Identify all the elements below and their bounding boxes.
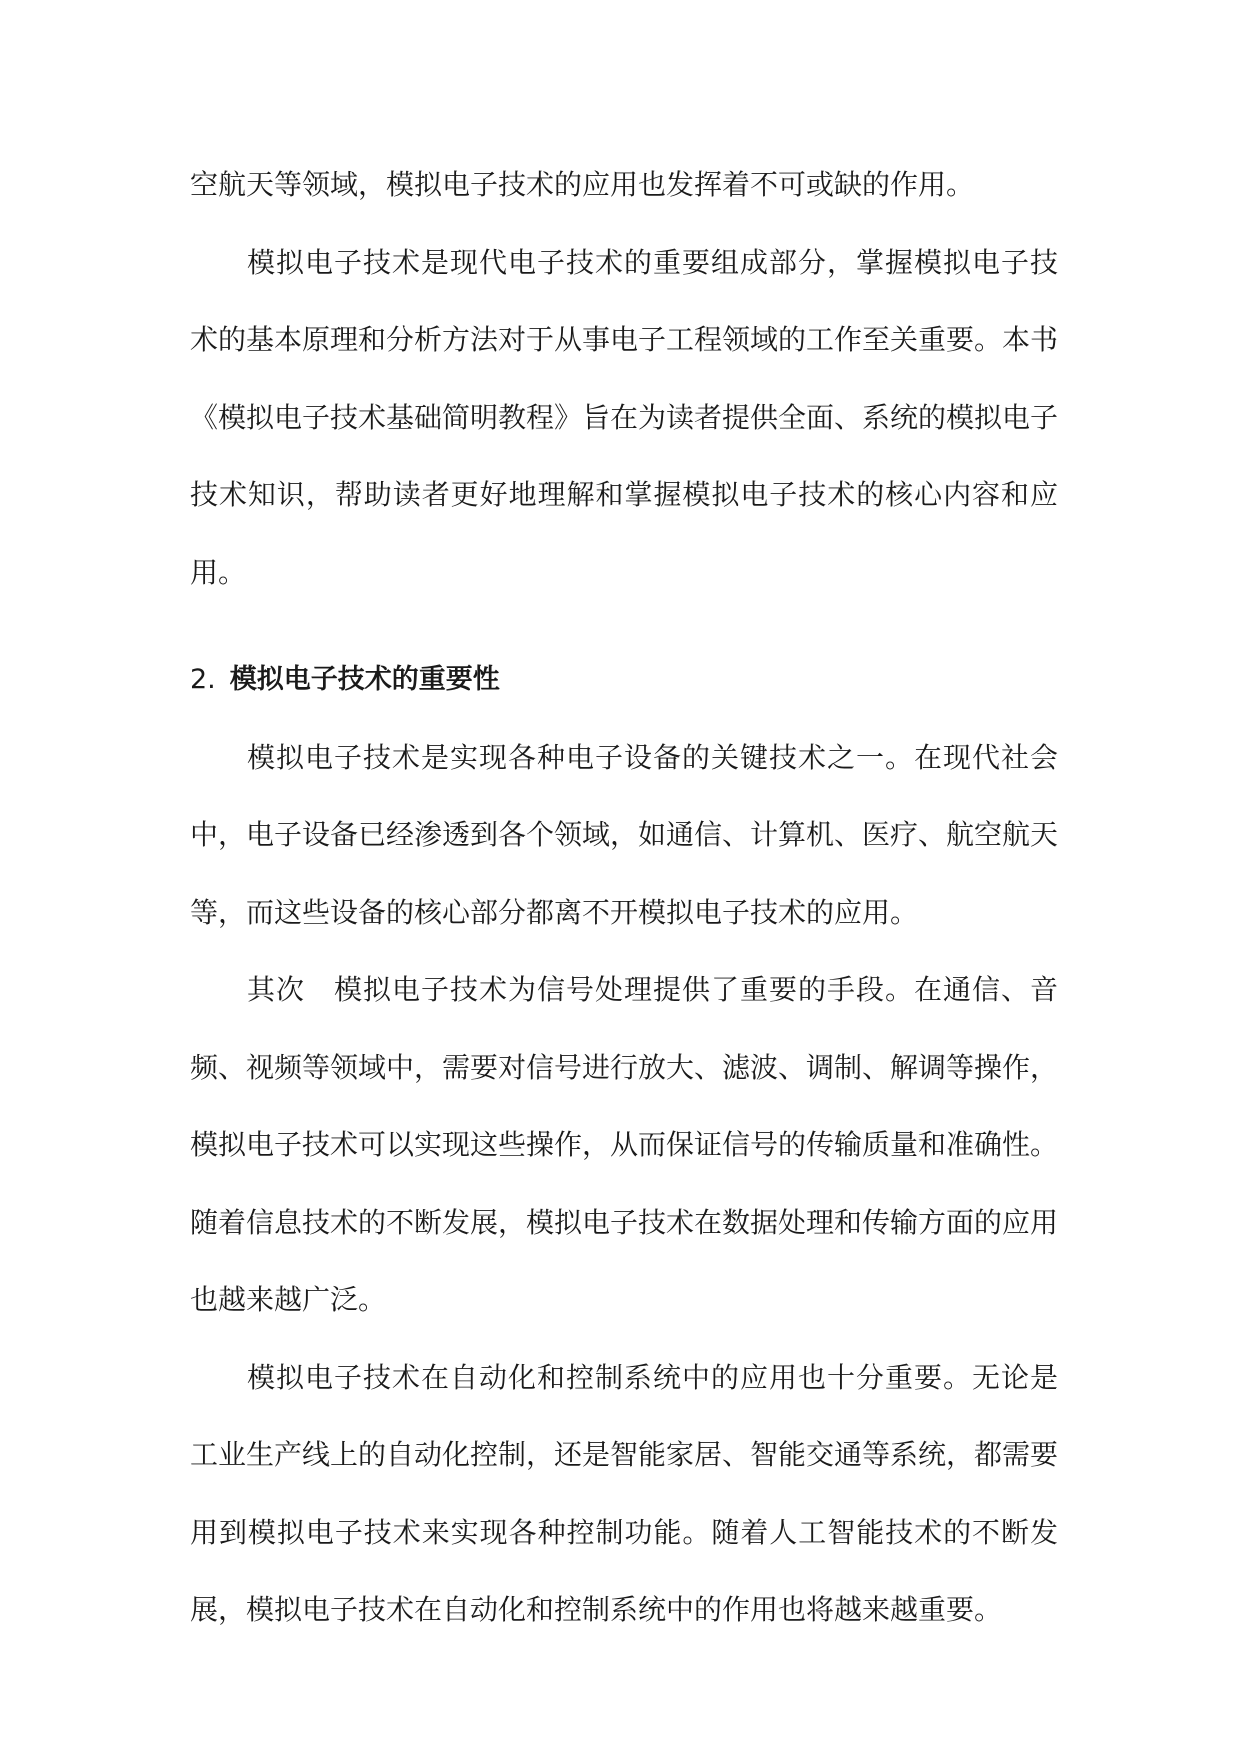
paragraph-book-introduction: 模拟电子技术是现代电子技术的重要组成部分，掌握模拟电子技术的基本原理和分析方法对于从事电子工程领域的工作至关重要。本书《模拟电子技术基础简明教程》旨在为读者提供全面、系统的模拟电子技术知识，帮助读者更好地理解和掌握模拟电子技术的核心内容和应用。 bbox=[190, 245, 1059, 589]
section-heading-number: 2. bbox=[190, 664, 216, 695]
paragraph-signal-processing: 其次 模拟电子技术为信号处理提供了重要的手段。在通信、音频、视频等领域中，需要对信号进行放大、滤波、调制、解调等操作，模拟电子技术可以实现这些操作，从而保证信号的传输质量和准确性。随着信息技术的不断发展，模拟电子技术在数据处理和传输方面的应用也越来越广泛。 bbox=[190, 973, 1059, 1316]
paragraph-automation-control: 模拟电子技术在自动化和控制系统中的应用也十分重要。无论是工业生产线上的自动化控制，还是智能家居、智能交通等系统，都需要用到模拟电子技术来实现各种控制功能。随着人工智能技术的不断发展，模拟电子技术在自动化和控制系统中的作用也将越来越重要。 bbox=[190, 1360, 1059, 1626]
document-body bbox=[190, 146, 1058, 1649]
paragraph-continuation: 空航天等领域，模拟电子技术的应用也发挥着不可或缺的作用。 bbox=[190, 168, 975, 201]
section-heading bbox=[190, 641, 1058, 719]
paragraph-key-technology: 模拟电子技术是实现各种电子设备的关键技术之一。在现代社会中，电子设备已经渗透到各个领域，如通信、计算机、医疗、航空航天等，而这些设备的核心部分都离不开模拟电子技术的应用。 bbox=[190, 740, 1059, 929]
section-heading-title: 模拟电子技术的重要性 bbox=[229, 664, 500, 695]
